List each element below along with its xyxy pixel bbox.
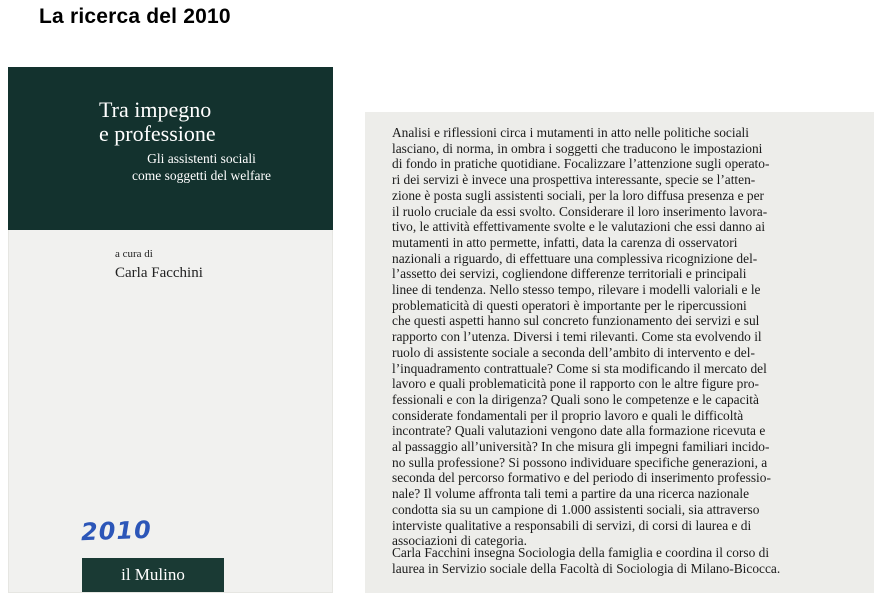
blurb-line: lavoro e quali problematicità pone il rapporto con le altre figure pro-	[392, 376, 759, 392]
blurb-line: lasciano, di norma, in ombra i soggetti che traducono le impostazioni	[392, 140, 763, 156]
blurb-line: Analisi e riflessioni circa i mutamenti in atto nelle politiche sociali	[392, 125, 749, 140]
blurb-line: fessionali e con la dirigenza? Quali sono le competenze e le capacità	[392, 391, 759, 407]
blurb-line: l’inquadramento contrattuale? Come si sta modificando il mercato del	[392, 360, 767, 376]
book-subtitle-line: Gli assistenti sociali	[147, 151, 256, 166]
blurb-line: che questi aspetti hanno sul concreto funzionamento dei servizi e sul	[392, 313, 760, 329]
blurb-line: condotta sia su un campione di 1.000 assistenti sociali, sia attraverso	[392, 501, 760, 517]
book-subtitle	[79, 150, 324, 184]
cover-title-band	[8, 67, 333, 230]
publisher-logo: il Mulino	[82, 558, 224, 592]
blurb-line: nale? Il volume affronta tali temi a partire da una ricerca nazionale	[392, 486, 750, 502]
blurb-line: nazionali a riguardo, di effettuare una complessiva ricognizione del-	[392, 250, 758, 266]
blurb-line: rapporto con l’utenza. Diversi i temi rilevanti. Come sta evolvendo il	[392, 329, 762, 345]
blurb-line: incontrate? Quali valutazioni vengono date alla formazione ricevuta e	[392, 423, 766, 439]
blurb-line: ri dei servizi è invece una prospettiva interessante, specie se l’atten-	[392, 172, 756, 188]
blurb-line: associazioni di categoria.	[392, 533, 527, 549]
blurb-line: problematicità di questi operatori è importante per le ripercussioni	[392, 297, 747, 313]
book-cover	[8, 67, 333, 593]
book-title	[99, 98, 329, 146]
handwritten-year: 2010	[80, 515, 153, 547]
blurb-line: zione è posta sugli assistenti sociali, per la loro diffusa presenza e per	[392, 187, 764, 203]
author-bio	[392, 545, 866, 576]
book-subtitle-line: come soggetti del welfare	[131, 168, 272, 183]
blurb-line: di fondo in pratiche quotidiane. Focalizzare l’attenzione sugli operato-	[392, 156, 770, 172]
blurb-line: no sulla professione? Si possono individuare specifiche generazioni, a	[392, 454, 768, 470]
blurb-line: linee di tendenza. Nello stesso tempo, rilevare i modelli valoriali e le	[392, 282, 761, 298]
editor-label: a cura di	[115, 248, 153, 260]
bio-line: laurea in Servizio sociale della Facoltà di Sociologia di Milano-Bicocca.	[392, 560, 781, 576]
blurb-line: interviste qualitative a responsabili di servizi, di corsi di laurea e di	[392, 517, 752, 533]
blurb-line: considerate fondamentali per il proprio lavoro e quali le difficoltà	[392, 407, 744, 423]
bio-line: Carla Facchini insegna Sociologia della famiglia e coordina il corso di	[392, 545, 770, 560]
editor-name: Carla Facchini	[115, 265, 203, 281]
blurb-line: il ruolo cruciale da essi svolto. Considerare il loro inserimento lavora-	[392, 203, 768, 219]
blurb-line: mutamenti in atto permette, infatti, data la carenza di osservatori	[392, 234, 738, 250]
blurb-line: al passaggio all’università? In che misura gli impegni familiari incido-	[392, 439, 770, 455]
back-cover-text	[365, 112, 874, 593]
blurb-line: seconda del percorso formativo e del periodo di inserimento professio-	[392, 470, 771, 486]
book-title-line: e professione	[99, 121, 216, 146]
book-title-line: Tra impegno	[99, 97, 212, 122]
blurb-line: tivo, le attività effettivamente svolte e le valutazioni che essi danno ai	[392, 219, 766, 235]
blurb-paragraph	[392, 125, 866, 549]
slide-title: La ricerca del 2010	[39, 5, 231, 28]
blurb-line: l’assetto dei servizi, cogliendone differenze territoriali e principali	[392, 266, 747, 282]
blurb-line: ruolo di assistente sociale a seconda dell’ambito di intervento e del-	[392, 344, 755, 360]
